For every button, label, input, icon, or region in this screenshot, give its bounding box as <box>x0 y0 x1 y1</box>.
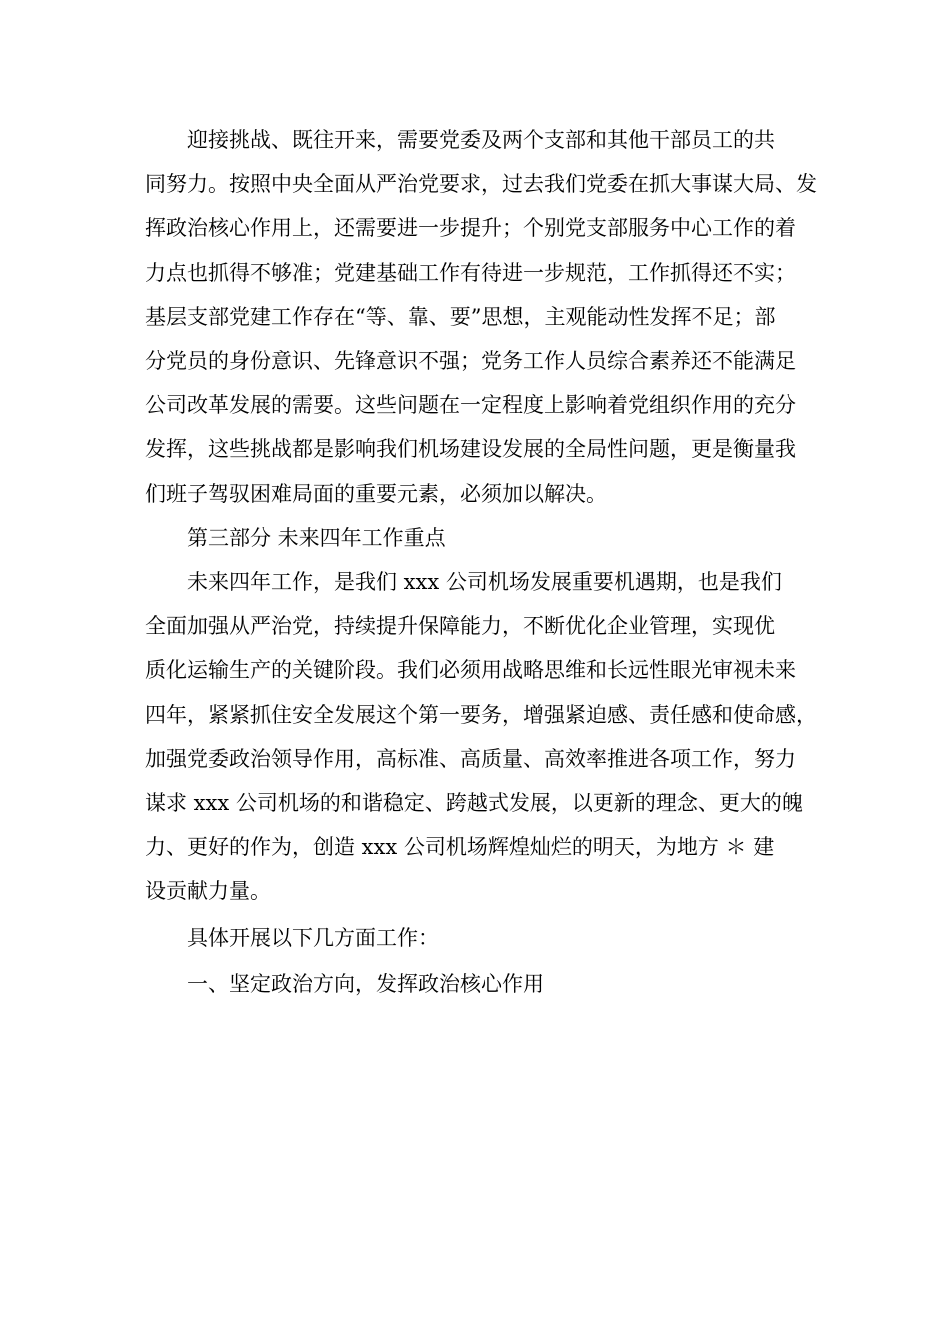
text-line: 全面加强从严治党，持续提升保障能力，不断优化企业管理，实现优 <box>145 614 775 639</box>
text-line: 谋求 xxx 公司机场的和谐稳定、跨越式发展，以更新的理念、更大的魄 <box>145 791 803 816</box>
intro-line: 具体开展以下几方面工作： <box>187 925 439 950</box>
text-line: 四年，紧紧抓住安全发展这个第一要务，增强紧迫感、责任感和使命感， <box>145 702 817 727</box>
text-line: 公司改革发展的需要。这些问题在一定程度上影响着党组织作用的充分 <box>145 393 796 418</box>
text-line: 设贡献力量。 <box>145 879 271 904</box>
text-line: 迎接挑战、既往开来，需要党委及两个支部和其他干部员工的共 <box>187 128 775 152</box>
text-line: 发挥，这些挑战都是影响我们机场建设发展的全局性问题，更是衡量我 <box>145 437 796 462</box>
paragraph-future-work <box>145 560 825 914</box>
paragraph-challenges <box>145 118 825 516</box>
text-line: 力、更好的作为，创造 xxx 公司机场辉煌灿烂的明天，为地方 ＊ 建 <box>145 835 775 860</box>
text-line: 质化运输生产的关键阶段。我们必须用战略思维和长远性眼光审视未来 <box>145 658 796 683</box>
text-line: 力点也抓得不够准；党建基础工作有待进一步规范，工作抓得还不实； <box>145 260 796 285</box>
item-heading: 一、坚定政治方向，发挥政治核心作用 <box>187 971 544 996</box>
text-line: 加强党委政治领导作用，高标准、高质量、高效率推进各项工作，努力 <box>145 746 796 771</box>
section-heading: 第三部分 未来四年工作重点 <box>187 525 446 550</box>
document-body <box>145 118 825 1006</box>
text-line: 基层支部党建工作存在“等、靠、要”思想，主观能动性发挥不足；部 <box>145 304 776 329</box>
text-line: 挥政治核心作用上，还需要进一步提升；个别党支部服务中心工作的着 <box>145 216 796 241</box>
text-line: 分党员的身份意识、先锋意识不强；党务工作人员综合素养还不能满足 <box>145 349 796 374</box>
text-line: 同努力。按照中央全面从严治党要求，过去我们党委在抓大事谋大局、发 <box>145 172 817 197</box>
text-line: 们班子驾驭困难局面的重要元素，必须加以解决。 <box>145 481 607 506</box>
text-line: 未来四年工作，是我们 xxx 公司机场发展重要机遇期，也是我们 <box>187 570 782 595</box>
